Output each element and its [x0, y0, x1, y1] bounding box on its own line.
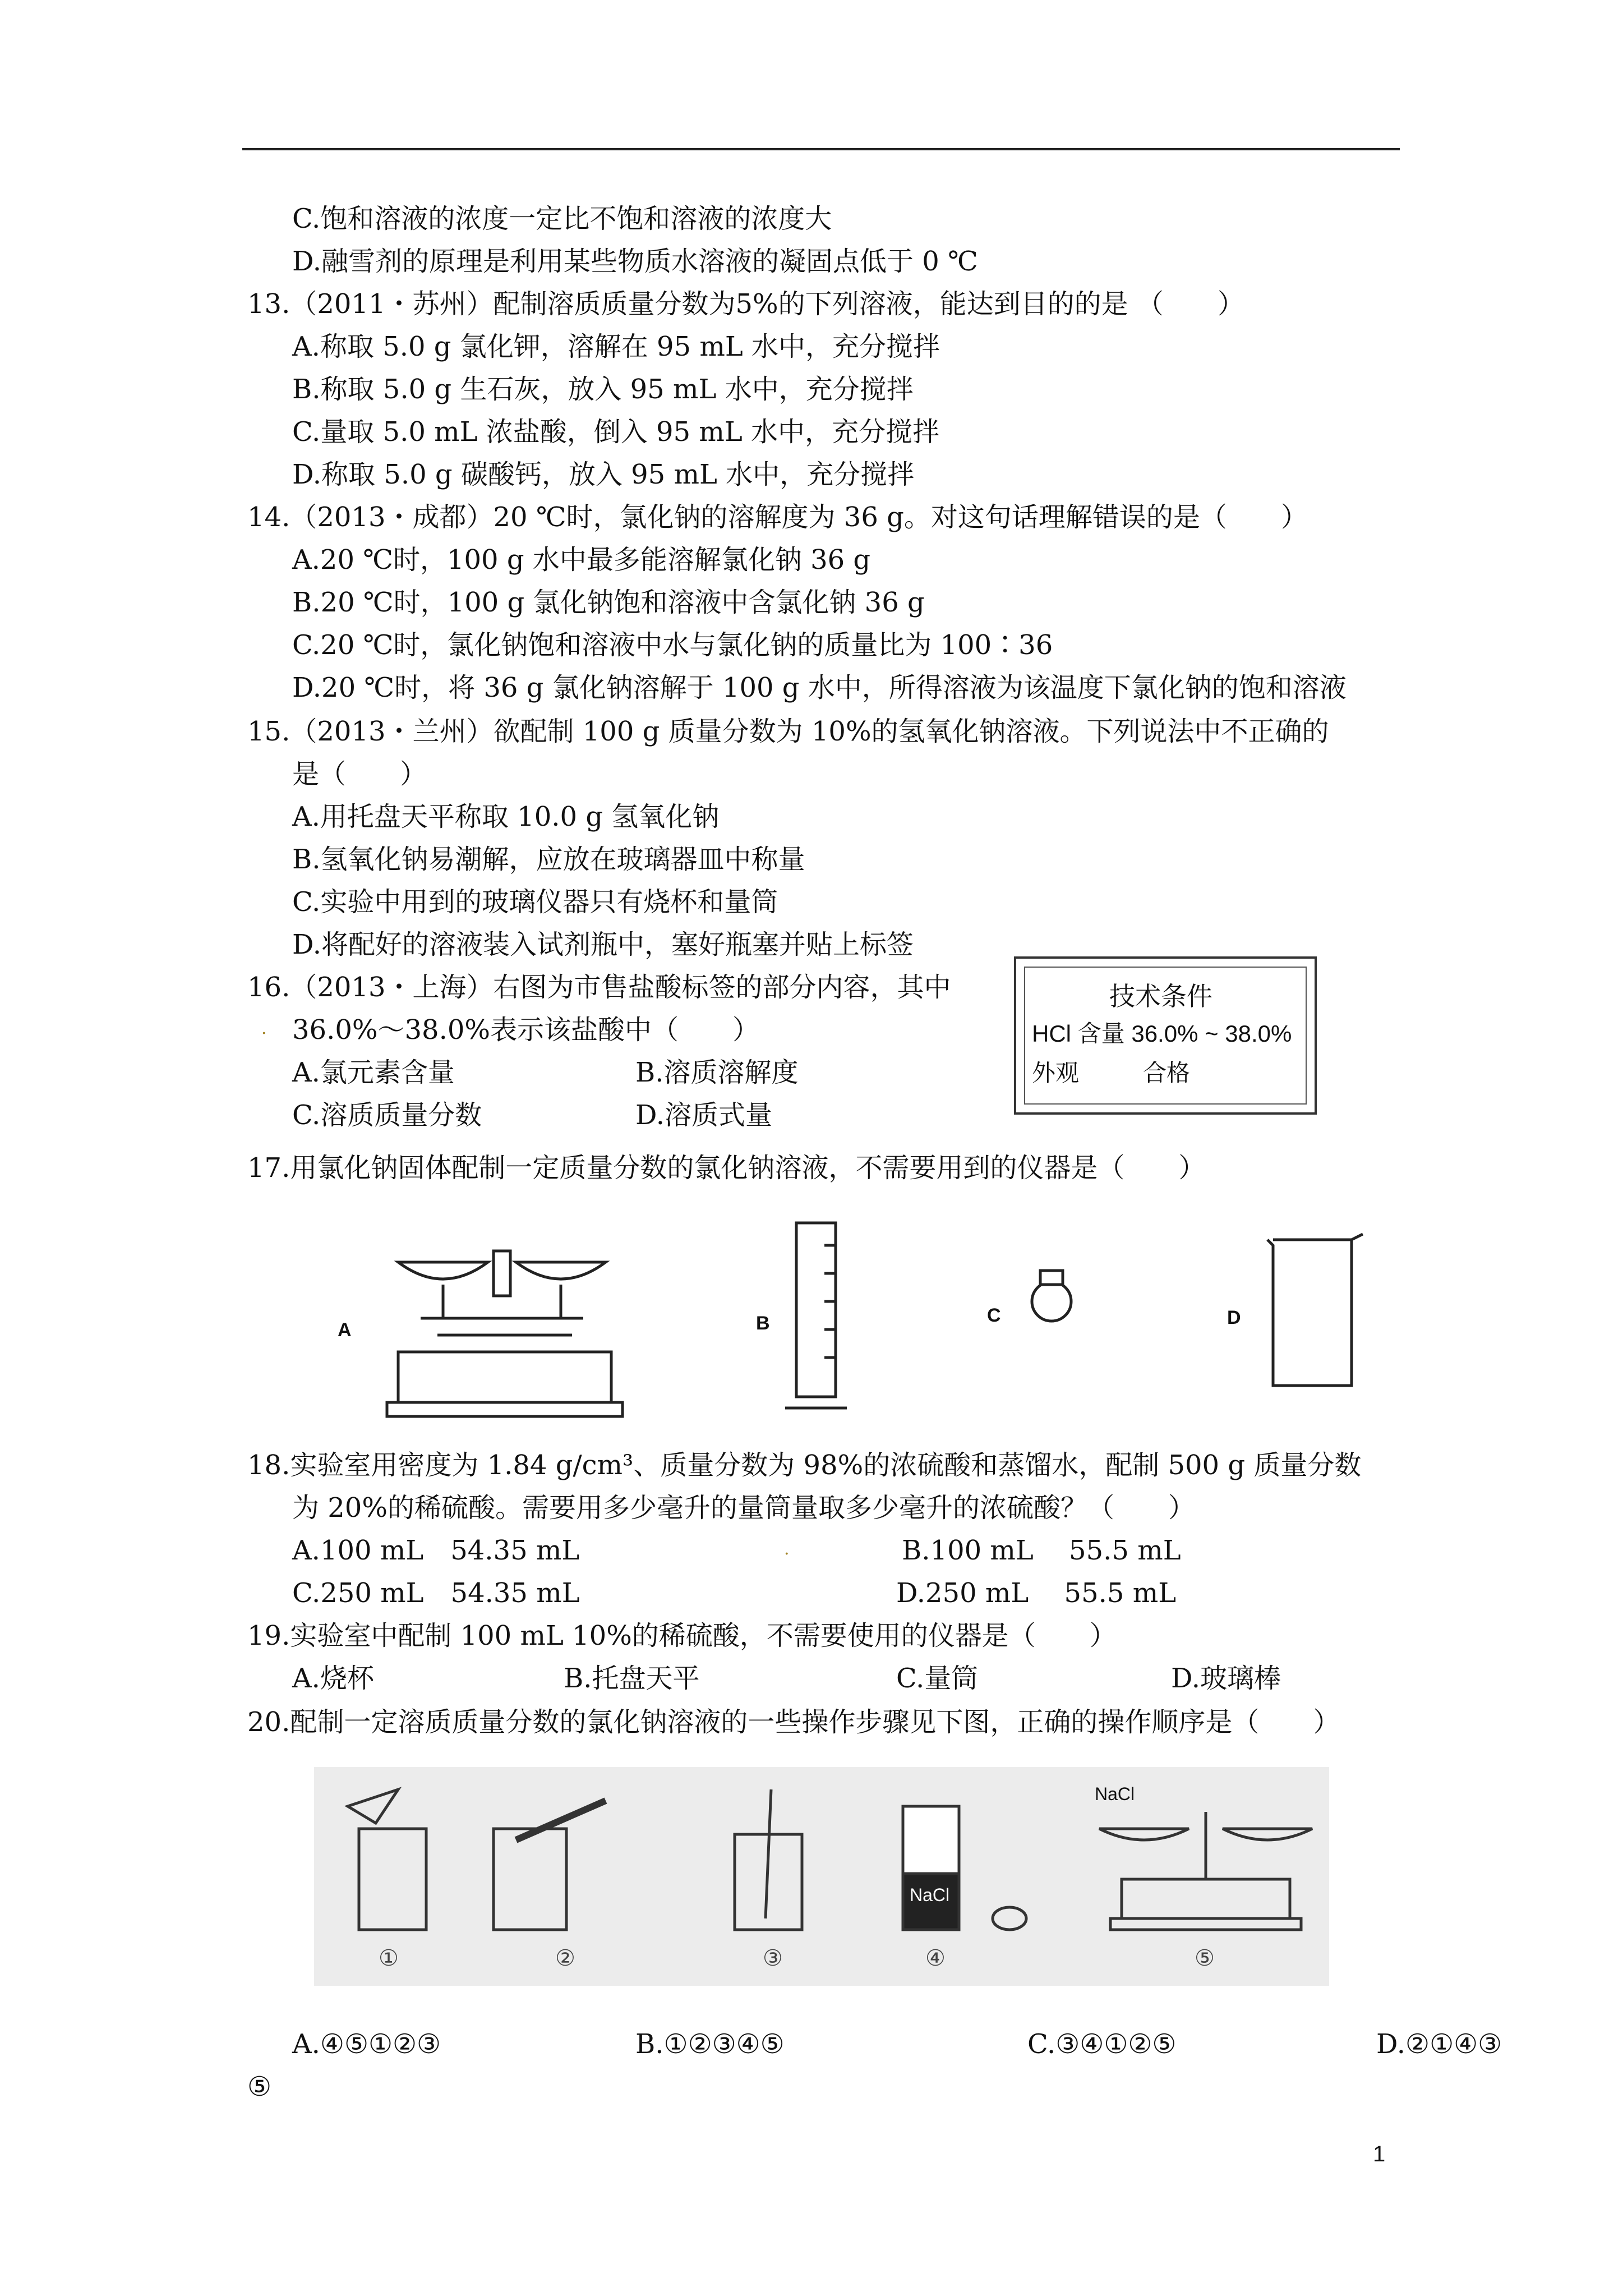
- instrument-letter-c: C: [987, 1305, 1001, 1326]
- question-stem: 19.实验室中配制 100 mL 10%的稀硫酸，不需要使用的仪器是（ ）: [247, 1620, 1117, 1651]
- label-appearance-key: 外观: [1032, 1060, 1080, 1086]
- header-rule: [242, 148, 1400, 150]
- option-b: B.托盘天平: [564, 1663, 700, 1694]
- option-a: A.100 mL 54.35 mL: [292, 1535, 580, 1566]
- step-number-3: ③: [763, 1945, 783, 1971]
- stray-mark: .: [261, 1019, 267, 1038]
- question-stem-cont: 为 20%的稀硫酸。需要用多少毫升的量筒量取多少毫升的浓硫酸？（ ）: [292, 1492, 1195, 1524]
- cylinder-drawing: [785, 1223, 847, 1408]
- q20-steps-figure: [314, 1767, 1329, 1986]
- option-line: C.饱和溶液的浓度一定比不饱和溶液的浓度大: [292, 203, 832, 234]
- balance-label: NaCl: [1095, 1784, 1135, 1804]
- question-stem: 18.实验室用密度为 1.84 g/cm³、质量分数为 98%的浓硫酸和蒸馏水，配制 500 g 质量分数: [247, 1450, 1362, 1481]
- question-stem: 20.配制一定溶质质量分数的氯化钠溶液的一些操作步骤见下图，正确的操作顺序是（ ）: [247, 1706, 1340, 1738]
- label-appearance-value: 合格: [1143, 1060, 1191, 1086]
- page-number: 1: [1373, 2142, 1386, 2166]
- option-b: B.①②③④⑤: [635, 2028, 785, 2060]
- label-content-row: HCl 含量 36.0% ~ 38.0%: [1032, 1020, 1292, 1047]
- option-line: D.融雪剂的原理是利用某些物质水溶液的凝固点低于 0 ℃: [292, 246, 978, 277]
- balance-drawing: [387, 1251, 623, 1416]
- step-number-4: ④: [925, 1945, 946, 1971]
- option-line: C.实验中用到的玻璃仪器只有烧杯和量筒: [292, 886, 778, 918]
- alcohol-lamp-drawing: [1032, 1271, 1071, 1321]
- question-stem: 15.（2013・兰州）欲配制 100 g 质量分数为 10%的氢氧化钠溶液。下列说法中不正确的: [247, 716, 1329, 747]
- option-line: B.氢氧化钠易潮解，应放在玻璃器皿中称量: [292, 844, 805, 875]
- option-d-cont: ⑤: [247, 2071, 272, 2102]
- step-number-1: ①: [379, 1945, 399, 1971]
- option-c: C.250 mL 54.35 mL: [292, 1577, 580, 1609]
- instrument-letter-d: D: [1227, 1307, 1241, 1328]
- label-title: 技术条件: [1109, 981, 1212, 1011]
- option-line: A.用托盘天平称取 10.0 g 氢氧化钠: [292, 801, 720, 832]
- option-b: B.100 mL 55.5 mL: [902, 1535, 1181, 1566]
- option-line: D.20 ℃时，将 36 g 氯化钠溶解于 100 g 水中，所得溶液为该温度下氯化钠的饱和溶液: [292, 672, 1347, 703]
- step-number-2: ②: [555, 1945, 575, 1971]
- option-a: A.烧杯: [292, 1663, 374, 1694]
- option-line: C.20 ℃时，氯化钠饱和溶液中水与氯化钠的质量比为 100∶36: [292, 629, 1053, 661]
- option-d: D.250 mL 55.5 mL: [896, 1577, 1177, 1609]
- option-d: D.玻璃棒: [1171, 1663, 1281, 1694]
- option-b: B.溶质溶解度: [635, 1057, 799, 1088]
- instrument-letter-a: A: [338, 1319, 352, 1341]
- option-line: A.20 ℃时，100 g 水中最多能溶解氯化钠 36 g: [292, 544, 871, 576]
- option-line: A.称取 5.0 g 氯化钾，溶解在 95 mL 水中，充分搅拌: [292, 331, 940, 362]
- option-c: C.量筒: [896, 1663, 979, 1694]
- option-a: A.④⑤①②③: [292, 2028, 441, 2060]
- option-line: D.将配好的溶液装入试剂瓶中，塞好瓶塞并贴上标签: [292, 929, 914, 960]
- step-number-5: ⑤: [1195, 1945, 1215, 1971]
- option-a: A.氯元素含量: [292, 1057, 455, 1088]
- question-stem: 14.（2013・成都）20 ℃时，氯化钠的溶解度为 36 g。对这句话理解错误的是（ ）: [247, 501, 1308, 533]
- option-line: 是（ ）: [292, 758, 427, 790]
- bottle-label: NaCl: [910, 1885, 950, 1905]
- option-d: D.②①④③: [1376, 2028, 1502, 2060]
- option-line: B.20 ℃时，100 g 氯化钠饱和溶液中含氯化钠 36 g: [292, 587, 925, 618]
- option-line: C.量取 5.0 mL 浓盐酸，倒入 95 mL 水中，充分搅拌: [292, 416, 940, 448]
- option-line: B.称取 5.0 g 生石灰，放入 95 mL 水中，充分搅拌: [292, 374, 914, 405]
- question-stem: 17.用氯化钠固体配制一定质量分数的氯化钠溶液，不需要用到的仪器是（ ）: [247, 1152, 1206, 1184]
- question-stem: 16.（2013・上海）右图为市售盐酸标签的部分内容，其中: [247, 972, 951, 1003]
- question-stem: 13.（2011・苏州）配制溶质质量分数为5%的下列溶液，能达到目的的是 （ ）: [247, 288, 1244, 320]
- stray-mark: .: [784, 1539, 790, 1559]
- option-c: C.溶质质量分数: [292, 1099, 482, 1131]
- option-d: D.溶质式量: [635, 1099, 773, 1131]
- option-c: C.③④①②⑤: [1027, 2028, 1177, 2060]
- instrument-letter-b: B: [756, 1313, 770, 1334]
- beaker-drawing: [1267, 1234, 1363, 1386]
- option-line: 36.0%～38.0%表示该盐酸中（ ）: [292, 1014, 759, 1046]
- option-line: D.称取 5.0 g 碳酸钙，放入 95 mL 水中，充分搅拌: [292, 459, 915, 490]
